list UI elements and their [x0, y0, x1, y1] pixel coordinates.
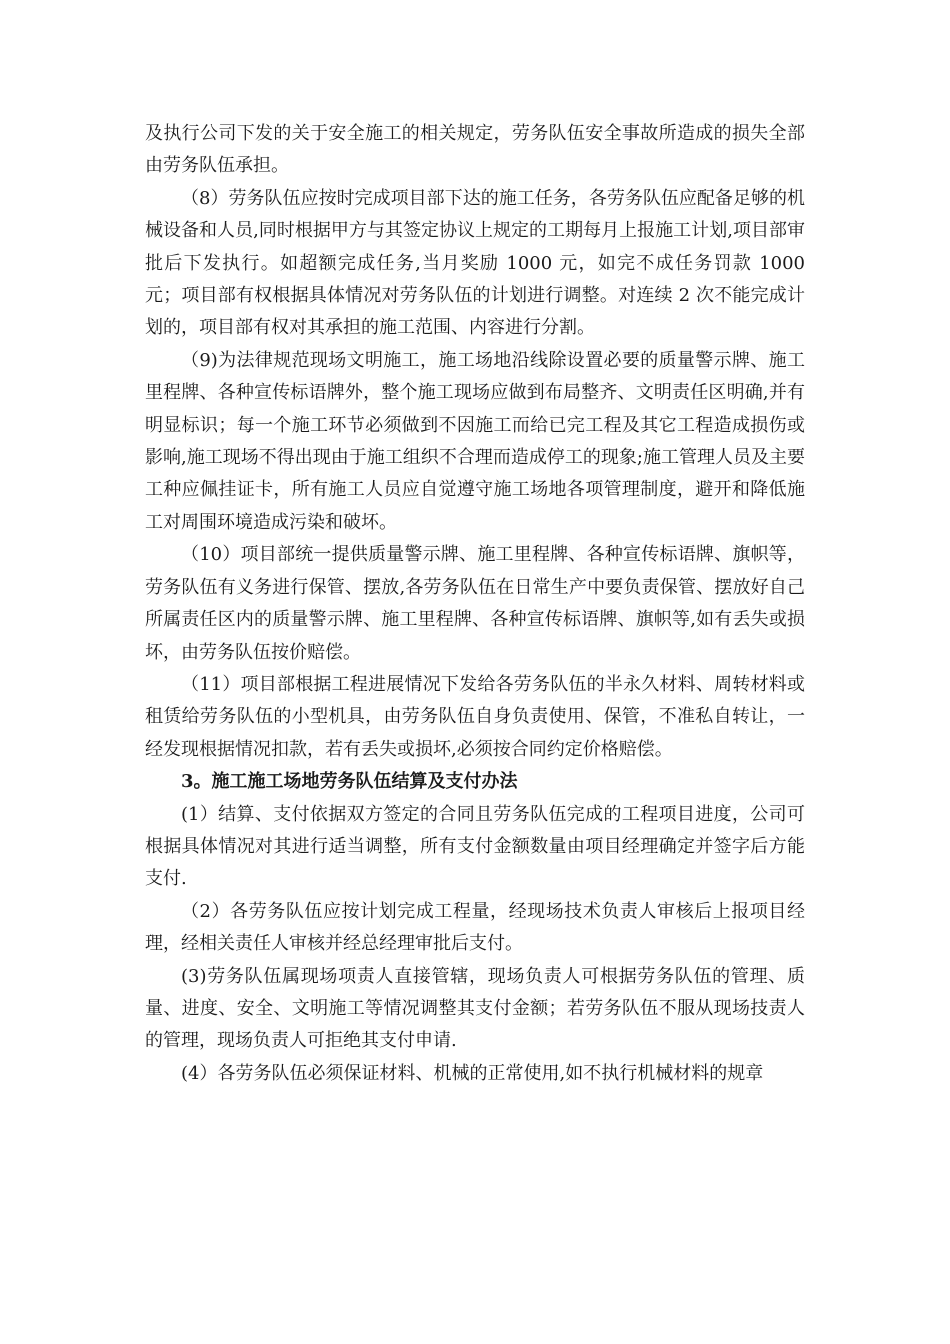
paragraph-item-9: （9)为法律规范现场文明施工，施工场地沿线除设置必要的质量警示牌、施工里程牌、各种宣传标语牌外，整个施工现场应做到布局整齐、文明责任区明确,并有明显标识；每一个施工环节必须做到不因施工而给已完工程及其它工程造成损伤或影响,施工现场不得出现由于施工组织不合理而造成停工的现象;施工管理人员及主要工种应佩挂证卡，所有施工人员应自觉遵守施工场地各项管理制度，避开和降低施工对周围环境造成污染和破坏。 — [145, 349, 805, 533]
document-body — [145, 118, 805, 1090]
paragraph-item-8: （8）劳务队伍应按时完成项目部下达的施工任务，各劳务队伍应配备足够的机械设备和人员,同时根据甲方与其签定协议上规定的工期每月上报施工计划,项目部审批后下发执行。如超额完成任务,当月奖励 1000 元，如完不成任务罚款 1000 元；项目部有权根据具体情况对劳务队伍的计划进行调整。对连续 2 次不能完成计划的，项目部有权对其承担的施工范围、内容进行分割。 — [145, 187, 805, 339]
paragraph-safety-continuation: 及执行公司下发的关于安全施工的相关规定，劳务队伍安全事故所造成的损失全部由劳务队伍承担。 — [145, 123, 805, 177]
paragraph-item-10: （10）项目部统一提供质量警示牌、施工里程牌、各种宣传标语牌、旗帜等，劳务队伍有义务进行保管、摆放,各劳务队伍在日常生产中要负责保管、摆放好自己所属责任区内的质量警示牌、施工里程牌、各种宣传标语牌、旗帜等,如有丢失或损坏，由劳务队伍按价赔偿。 — [145, 544, 805, 663]
paragraph-settlement-1: (1）结算、支付依据双方签定的合同且劳务队伍完成的工程项目进度，公司可根据具体情况对其进行适当调整，所有支付金额数量由项目经理确定并签字后方能支付. — [145, 803, 805, 890]
paragraph-item-11: （11）项目部根据工程进展情况下发给各劳务队伍的半永久材料、周转材料或租赁给劳务队伍的小型机具，由劳务队伍自身负责使用、保管，不准私自转让，一经发现根据情况扣款，若有丢失或损坏,必须按合同约定价格赔偿。 — [145, 673, 805, 760]
paragraph-settlement-4: (4）各劳务队伍必须保证材料、机械的正常使用,如不执行机械材料的规章 — [181, 1062, 764, 1084]
paragraph-settlement-3: (3)劳务队伍属现场项责人直接管辖，现场负责人可根据劳务队伍的管理、质量、进度、安全、文明施工等情况调整其支付金额；若劳务队伍不服从现场技责人的管理，现场负责人可拒绝其支付申请. — [145, 965, 805, 1052]
section-heading-settlement: 3。施工施工场地劳务队伍结算及支付办法 — [181, 771, 518, 793]
paragraph-settlement-2: （2）各劳务队伍应按计划完成工程量，经现场技术负责人审核后上报项目经理，经相关责任人审核并经总经理审批后支付。 — [145, 900, 805, 955]
